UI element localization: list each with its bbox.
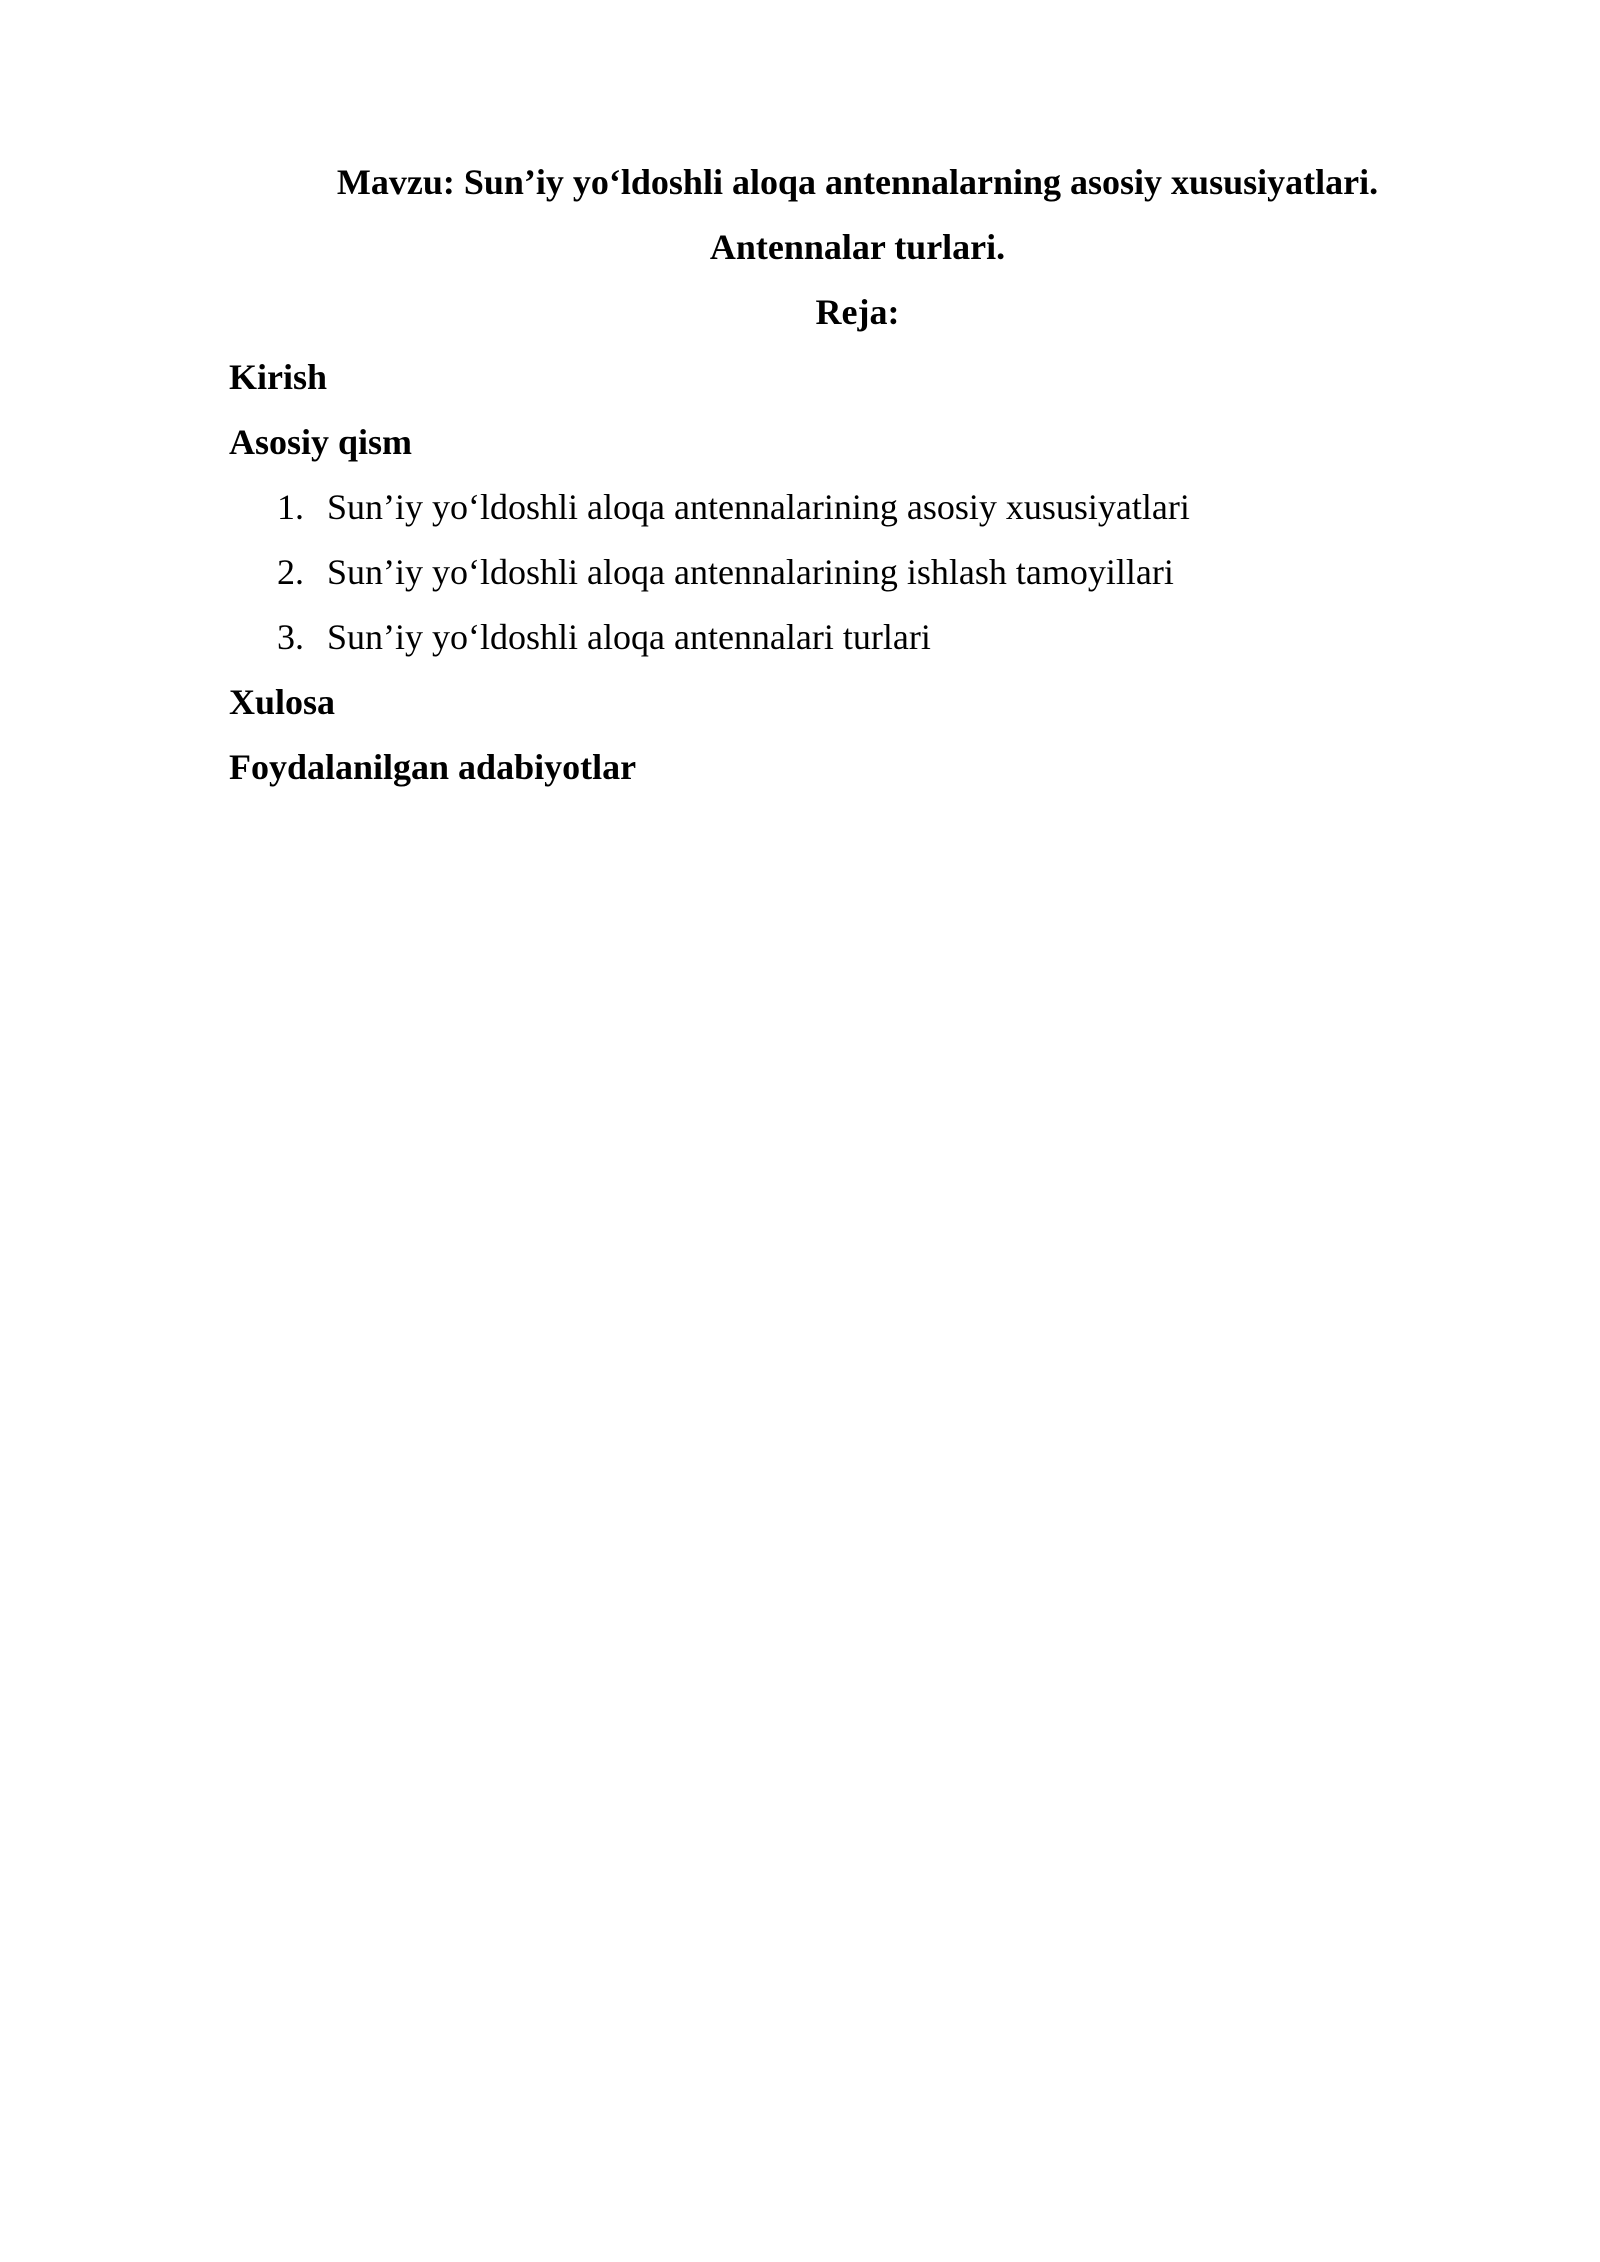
topic-title-line-1: Mavzu: Sun’iy yo‘ldoshli aloqa antennalarning asosiy xususiyatlari. [336, 162, 1379, 202]
list-item-number-wrap [229, 475, 327, 540]
document-body [229, 150, 1486, 800]
list-item-number: 3. [277, 617, 304, 657]
topic-title-line-2: Antennalar turlari. [709, 227, 1006, 267]
section-conclusion: Xulosa [229, 682, 336, 722]
list-item-number-wrap [229, 540, 327, 605]
section-main: Asosiy qism [229, 422, 413, 462]
plan-heading: Reja: [815, 292, 900, 332]
list-item-number: 2. [277, 552, 304, 592]
list-item [229, 540, 1486, 605]
list-item-number-wrap [229, 605, 327, 670]
list-item-text: Sun’iy yo‘ldoshli aloqa antennalari turlari [327, 617, 931, 657]
plan-list [229, 475, 1486, 670]
list-item [229, 605, 1486, 670]
list-item [229, 475, 1486, 540]
section-intro: Kirish [229, 357, 328, 397]
section-references: Foydalanilgan adabiyotlar [229, 747, 637, 787]
list-item-number: 1. [277, 487, 304, 527]
list-item-text: Sun’iy yo‘ldoshli aloqa antennalarining asosiy xususiyatlari [327, 487, 1190, 527]
list-item-text: Sun’iy yo‘ldoshli aloqa antennalarining ishlash tamoyillari [327, 552, 1174, 592]
